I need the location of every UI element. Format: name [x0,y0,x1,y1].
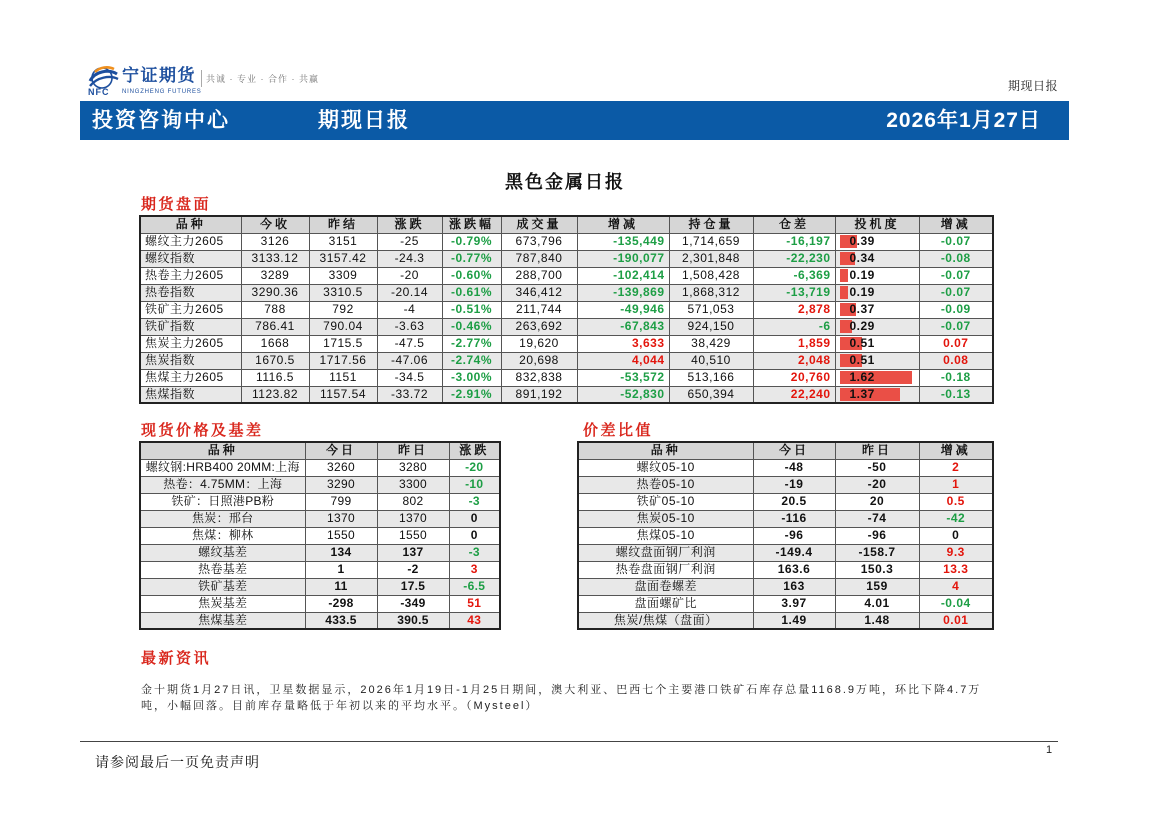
column-header: 增减 [919,442,993,459]
value-cell: 134 [305,544,377,561]
value-cell: -139,869 [577,284,669,301]
value-cell [835,284,919,301]
table-row [140,595,500,612]
value-cell: -96 [753,527,835,544]
value-cell: 163 [753,578,835,595]
value-cell: -158.7 [835,544,919,561]
table-row [578,612,993,629]
value-cell: 673,796 [501,233,577,250]
row-label-cell: 焦煤指数 [140,386,241,403]
table-row [140,386,993,403]
row-label-cell: 螺纹盘面钢厂利润 [578,544,753,561]
company-logo-icon [86,65,120,89]
value-cell: 2,301,848 [669,250,753,267]
page-number: 1 [1046,744,1053,756]
row-label-cell: 铁矿主力2605 [140,301,241,318]
report-type-label: 期现日报 [1008,79,1059,93]
speculation-value: 0.19 [849,285,875,299]
value-cell: 799 [305,493,377,510]
value-cell: 1157.54 [309,386,377,403]
value-cell: -0.61% [442,284,501,301]
row-label-cell: 螺纹主力2605 [140,233,241,250]
column-header: 品种 [140,442,305,459]
value-cell: 390.5 [377,612,449,629]
value-cell: 1370 [377,510,449,527]
value-cell: 1370 [305,510,377,527]
value-cell: -22,230 [753,250,835,267]
value-cell: 9.3 [919,544,993,561]
value-cell: -102,414 [577,267,669,284]
value-cell: -13,719 [753,284,835,301]
table-row [578,544,993,561]
table-row [578,493,993,510]
value-cell: -24.3 [377,250,442,267]
value-cell: 2,048 [753,352,835,369]
value-cell: 3290 [305,476,377,493]
value-cell: 19,620 [501,335,577,352]
row-label-cell: 焦炭主力2605 [140,335,241,352]
table-row [140,250,993,267]
value-cell: -67,843 [577,318,669,335]
value-cell: 0 [449,510,500,527]
spread-ratio-table [577,441,994,630]
table-header-row [578,442,993,459]
table-row [140,267,993,284]
value-cell: 790.04 [309,318,377,335]
value-cell: 0.01 [919,612,993,629]
table-row [140,352,993,369]
value-cell [835,318,919,335]
value-cell: -19 [753,476,835,493]
value-cell: -20 [449,459,500,476]
value-cell: 788 [241,301,309,318]
table-row [578,561,993,578]
value-cell: -3 [449,544,500,561]
value-cell [835,233,919,250]
row-label-cell: 螺纹指数 [140,250,241,267]
value-cell: 1151 [309,369,377,386]
value-cell: 924,150 [669,318,753,335]
row-label-cell: 焦煤05-10 [578,527,753,544]
column-header: 仓差 [753,216,835,233]
column-header: 品种 [140,216,241,233]
value-cell: -116 [753,510,835,527]
value-cell: 832,838 [501,369,577,386]
table-row [140,284,993,301]
value-cell: 3,633 [577,335,669,352]
value-cell: 1123.82 [241,386,309,403]
value-cell: -74 [835,510,919,527]
value-cell: 433.5 [305,612,377,629]
value-cell: 2 [919,459,993,476]
value-cell: 17.5 [377,578,449,595]
value-cell: -0.07 [919,318,993,335]
value-cell: 3309 [309,267,377,284]
value-cell: 3280 [377,459,449,476]
value-cell: -0.07 [919,233,993,250]
value-cell: 513,166 [669,369,753,386]
value-cell: -6 [753,318,835,335]
value-cell: 0 [449,527,500,544]
value-cell: -47.5 [377,335,442,352]
value-cell: 263,692 [501,318,577,335]
value-cell: 1 [305,561,377,578]
value-cell: 1.49 [753,612,835,629]
value-cell: -16,197 [753,233,835,250]
column-header: 涨跌 [449,442,500,459]
table-row [140,612,500,629]
value-cell: 2,878 [753,301,835,318]
value-cell: 1668 [241,335,309,352]
table-row [140,527,500,544]
speculation-value: 1.62 [849,370,875,384]
row-label-cell: 热卷基差 [140,561,305,578]
value-cell: -0.79% [442,233,501,250]
value-cell: -0.77% [442,250,501,267]
value-cell: 346,412 [501,284,577,301]
row-label-cell: 热卷盘面钢厂利润 [578,561,753,578]
speculation-bar-wrap [840,353,915,368]
value-cell: 163.6 [753,561,835,578]
value-cell: -20 [377,267,442,284]
value-cell: -50 [835,459,919,476]
speculation-value: 0.29 [849,319,875,333]
row-label-cell: 焦煤基差 [140,612,305,629]
row-label-cell: 焦炭：邢台 [140,510,305,527]
table-row [140,510,500,527]
footer-divider [80,741,1058,742]
row-label-cell: 铁矿05-10 [578,493,753,510]
speculation-value: 0.39 [849,234,875,248]
spot-section-heading: 现货价格及基差 [141,422,264,439]
value-cell: -6.5 [449,578,500,595]
table-row [140,335,993,352]
value-cell: 288,700 [501,267,577,284]
value-cell: -6,369 [753,267,835,284]
row-label-cell: 铁矿指数 [140,318,241,335]
value-cell: -0.60% [442,267,501,284]
table-row [140,544,500,561]
row-label-cell: 焦炭基差 [140,595,305,612]
speculation-bar-wrap [840,251,915,266]
value-cell: -33.72 [377,386,442,403]
futures-section-heading: 期货盘面 [141,196,212,213]
value-cell: 3133.12 [241,250,309,267]
value-cell: 1715.5 [309,335,377,352]
value-cell: -0.08 [919,250,993,267]
column-header: 品种 [578,442,753,459]
value-cell: 20,698 [501,352,577,369]
value-cell: -3.00% [442,369,501,386]
value-cell: 159 [835,578,919,595]
table-row [140,561,500,578]
value-cell: 787,840 [501,250,577,267]
value-cell: -298 [305,595,377,612]
row-label-cell: 盘面卷螺差 [578,578,753,595]
value-cell: 1,714,659 [669,233,753,250]
value-cell: 3151 [309,233,377,250]
speculation-bar-wrap [840,285,915,300]
row-label-cell: 盘面螺矿比 [578,595,753,612]
company-abbr: NFC [88,87,110,97]
value-cell: 792 [309,301,377,318]
value-cell [835,352,919,369]
disclaimer-text: 请参阅最后一页免责声明 [95,754,260,770]
value-cell: -2.91% [442,386,501,403]
value-cell: -49,946 [577,301,669,318]
value-cell: 20.5 [753,493,835,510]
speculation-value: 1.37 [849,386,875,401]
logo-divider [201,70,202,87]
page-title: 黑色金属日报 [505,172,625,192]
value-cell: -42 [919,510,993,527]
value-cell: -135,449 [577,233,669,250]
speculation-value: 0.19 [849,268,875,282]
value-cell: 3300 [377,476,449,493]
row-label-cell: 螺纹钢:HRB400 20MM:上海 [140,459,305,476]
value-cell: 1717.56 [309,352,377,369]
value-cell: -48 [753,459,835,476]
value-cell: 3126 [241,233,309,250]
value-cell: 40,510 [669,352,753,369]
table-header-row [140,442,500,459]
value-cell: -2.77% [442,335,501,352]
column-header: 今收 [241,216,309,233]
table-row [140,459,500,476]
table-row [578,476,993,493]
column-header: 持仓量 [669,216,753,233]
value-cell: 4 [919,578,993,595]
speculation-bar-wrap [840,370,915,385]
value-cell: 3310.5 [309,284,377,301]
value-cell: 0 [919,527,993,544]
table-row [140,493,500,510]
value-cell: 802 [377,493,449,510]
value-cell [835,267,919,284]
value-cell: 1.48 [835,612,919,629]
value-cell: 1116.5 [241,369,309,386]
table-row [578,578,993,595]
value-cell: 137 [377,544,449,561]
value-cell: 3289 [241,267,309,284]
value-cell: 1,859 [753,335,835,352]
value-cell [835,369,919,386]
value-cell: -52,830 [577,386,669,403]
value-cell: 891,192 [501,386,577,403]
row-label-cell: 焦煤主力2605 [140,369,241,386]
speculation-bar-wrap [840,387,915,402]
value-cell: -3 [449,493,500,510]
speculation-bar-wrap [840,302,915,317]
value-cell: 13.3 [919,561,993,578]
value-cell: 51 [449,595,500,612]
value-cell: 150.3 [835,561,919,578]
value-cell: -2.74% [442,352,501,369]
value-cell: 0.08 [919,352,993,369]
speculation-value: 0.37 [849,302,875,316]
column-header: 昨日 [377,442,449,459]
value-cell: -0.09 [919,301,993,318]
value-cell: -53,572 [577,369,669,386]
speculation-bar-wrap [840,268,915,283]
row-label-cell: 焦煤：柳林 [140,527,305,544]
table-row [578,527,993,544]
value-cell: 4,044 [577,352,669,369]
value-cell: -3.63 [377,318,442,335]
row-label-cell: 螺纹05-10 [578,459,753,476]
speculation-bar-wrap [840,234,915,249]
value-cell: -2 [377,561,449,578]
news-section-heading: 最新资讯 [141,650,212,667]
news-text: 金十期货1月27日讯，卫星数据显示，2026年1月19日-1月25日期间，澳大利亚、巴西七个主要港口铁矿石库存总量1168.9万吨，环比下降4.7万吨，小幅回落。目前库存量略低于年初以来的平均水平。（Mysteel） [141,684,982,712]
value-cell: 20 [835,493,919,510]
value-cell: -0.46% [442,318,501,335]
column-header: 成交量 [501,216,577,233]
table-row [140,369,993,386]
value-cell: 1,868,312 [669,284,753,301]
value-cell: -0.07 [919,267,993,284]
column-header: 投机度 [835,216,919,233]
table-row [140,233,993,250]
value-cell: 38,429 [669,335,753,352]
value-cell: 211,744 [501,301,577,318]
value-cell [835,250,919,267]
value-cell: -0.51% [442,301,501,318]
row-label-cell: 热卷主力2605 [140,267,241,284]
column-header: 涨跌 [377,216,442,233]
speculation-bar-wrap [840,319,915,334]
value-cell: 3157.42 [309,250,377,267]
column-header: 昨日 [835,442,919,459]
value-cell: -20 [835,476,919,493]
table-row [578,595,993,612]
value-cell: 4.01 [835,595,919,612]
value-cell: 1,508,428 [669,267,753,284]
value-cell: 786.41 [241,318,309,335]
value-cell: -34.5 [377,369,442,386]
row-label-cell: 铁矿基差 [140,578,305,595]
futures-table [139,215,994,404]
value-cell: -0.04 [919,595,993,612]
department-name: 投资咨询中心 [92,109,230,132]
value-cell: -0.07 [919,284,993,301]
column-header: 增减 [577,216,669,233]
value-cell: -20.14 [377,284,442,301]
value-cell: -96 [835,527,919,544]
row-label-cell: 热卷指数 [140,284,241,301]
value-cell [835,335,919,352]
table-row [140,476,500,493]
speculation-value: 0.51 [849,353,875,367]
table-row [578,459,993,476]
value-cell: 11 [305,578,377,595]
value-cell: 1550 [305,527,377,544]
value-cell: -10 [449,476,500,493]
value-cell: 3.97 [753,595,835,612]
column-header: 增减 [919,216,993,233]
row-label-cell: 螺纹基差 [140,544,305,561]
speculation-value: 0.34 [849,251,875,265]
company-name: 宁证期货 [122,66,196,85]
report-date: 2026年1月27日 [886,109,1041,132]
row-label-cell: 铁矿：日照港PB粉 [140,493,305,510]
value-cell: 3 [449,561,500,578]
value-cell: -190,077 [577,250,669,267]
value-cell: 43 [449,612,500,629]
column-header: 今日 [753,442,835,459]
table-row [140,578,500,595]
speculation-bar-wrap [840,336,915,351]
spread-section-heading: 价差比值 [583,422,654,439]
value-cell: -47.06 [377,352,442,369]
column-header: 昨结 [309,216,377,233]
value-cell: 20,760 [753,369,835,386]
company-slogan: 共诚 · 专业 · 合作 · 共赢 [206,74,319,84]
table-row [140,301,993,318]
value-cell [835,386,919,403]
value-cell: 1670.5 [241,352,309,369]
row-label-cell: 热卷：4.75MM：上海 [140,476,305,493]
row-label-cell: 焦炭/焦煤（盘面） [578,612,753,629]
value-cell: -4 [377,301,442,318]
value-cell: 0.07 [919,335,993,352]
value-cell: 1550 [377,527,449,544]
value-cell: 1 [919,476,993,493]
column-header: 涨跌幅 [442,216,501,233]
header-banner [80,101,1069,140]
banner-report-type: 期现日报 [318,109,410,132]
table-row [578,510,993,527]
value-cell: 22,240 [753,386,835,403]
value-cell: -349 [377,595,449,612]
value-cell: 3260 [305,459,377,476]
value-cell: 0.5 [919,493,993,510]
spot-basis-table [139,441,501,630]
row-label-cell: 焦炭05-10 [578,510,753,527]
table-header-row [140,216,993,233]
row-label-cell: 焦炭指数 [140,352,241,369]
table-row [140,318,993,335]
value-cell: -0.13 [919,386,993,403]
value-cell [835,301,919,318]
value-cell: 571,053 [669,301,753,318]
value-cell: -25 [377,233,442,250]
row-label-cell: 热卷05-10 [578,476,753,493]
value-cell: -149.4 [753,544,835,561]
value-cell: -0.18 [919,369,993,386]
column-header: 今日 [305,442,377,459]
value-cell: 650,394 [669,386,753,403]
company-name-en: NINGZHENG FUTURES [122,89,202,95]
speculation-value: 0.51 [849,336,875,350]
value-cell: 3290.36 [241,284,309,301]
